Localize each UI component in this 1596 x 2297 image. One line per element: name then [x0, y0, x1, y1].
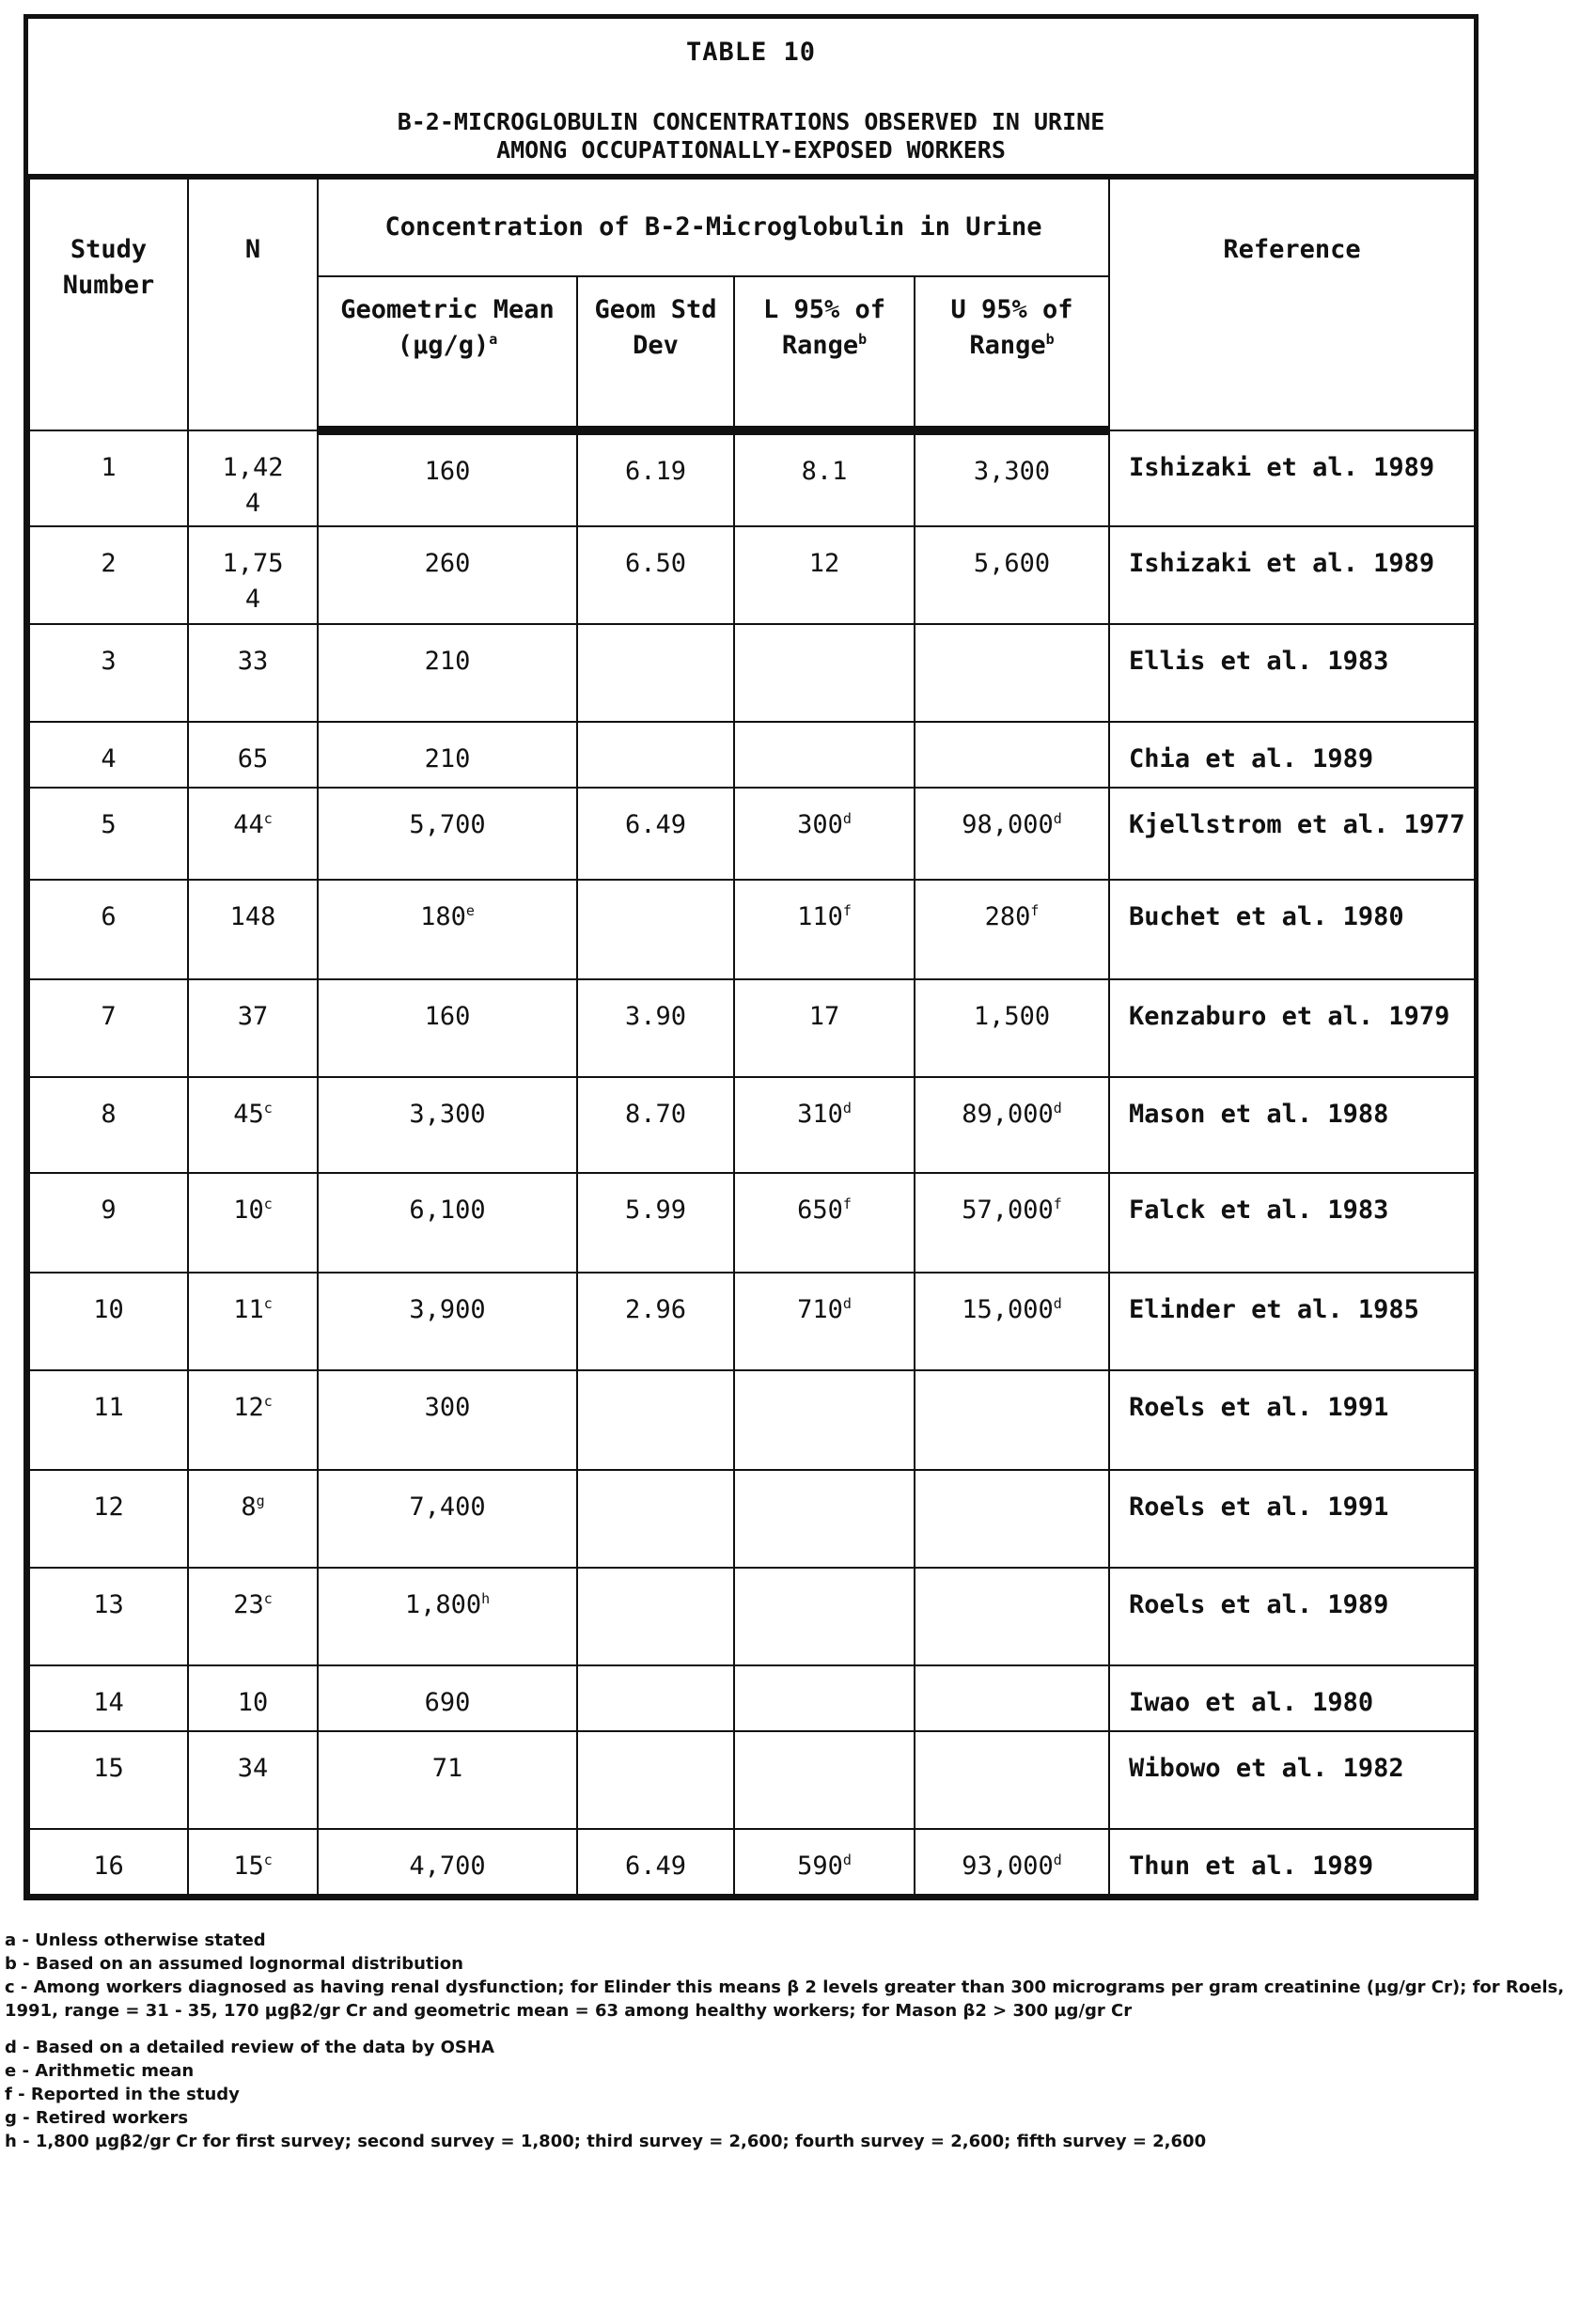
- table-row: [29, 722, 1475, 788]
- cell-l95: [734, 1370, 915, 1470]
- table-row: [29, 1665, 1475, 1731]
- caption-line-2: AMONG OCCUPATIONALLY-EXPOSED WORKERS: [496, 136, 1006, 164]
- cell-study-number: 9: [29, 1173, 188, 1273]
- cell-geom-std-dev: 6.50: [577, 526, 734, 624]
- footnote-b: b - Based on an assumed lognormal distribution: [5, 1954, 463, 1974]
- data-table: [28, 178, 1476, 1896]
- cell-geometric-mean: 210: [318, 722, 577, 788]
- header-study-number: Study Number: [29, 179, 188, 430]
- cell-u95: [915, 722, 1109, 788]
- cell-n: 11$^c$: [188, 1273, 318, 1370]
- cell-study-number: 3: [29, 624, 188, 722]
- cell-reference: Kjellstrom et al. 1977: [1109, 788, 1475, 880]
- cell-n: 8$^g$: [188, 1470, 318, 1568]
- cell-reference: Ellis et al. 1983: [1109, 624, 1475, 722]
- cell-geom-std-dev: [577, 880, 734, 979]
- cell-geometric-mean: 3,900: [318, 1273, 577, 1370]
- cell-geom-std-dev: 6.49: [577, 788, 734, 880]
- cell-u95: [915, 1470, 1109, 1568]
- table-row: [29, 1470, 1475, 1568]
- table-row: [29, 880, 1475, 979]
- cell-geometric-mean: 180e: [318, 880, 577, 979]
- cell-geometric-mean: 160: [318, 979, 577, 1077]
- table-row: [29, 1077, 1475, 1173]
- cell-u95: 15,000$^d$: [915, 1273, 1109, 1370]
- cell-study-number: 2: [29, 526, 188, 624]
- table-title-block: [28, 19, 1474, 178]
- cell-geom-std-dev: [577, 1370, 734, 1470]
- cell-l95: [734, 1731, 915, 1829]
- cell-l95: [734, 722, 915, 788]
- cell-n: 1,42 4: [188, 430, 318, 526]
- cell-study-number: 10: [29, 1273, 188, 1370]
- cell-u95: [915, 1568, 1109, 1665]
- table-row: [29, 1829, 1475, 1895]
- cell-n: 34: [188, 1731, 318, 1829]
- cell-geom-std-dev: [577, 1470, 734, 1568]
- cell-l95: [734, 1470, 915, 1568]
- header-u95: U 95% of Range$^b$: [915, 276, 1109, 430]
- table-caption: [28, 108, 1474, 164]
- cell-reference: Wibowo et al. 1982: [1109, 1731, 1475, 1829]
- cell-geometric-mean: 690: [318, 1665, 577, 1731]
- cell-reference: Ishizaki et al. 1989: [1109, 526, 1475, 624]
- cell-n: 44$^c$: [188, 788, 318, 880]
- cell-u95: 89,000$^d$: [915, 1077, 1109, 1173]
- cell-l95: [734, 1568, 915, 1665]
- cell-u95: 93,000$^d$: [915, 1829, 1109, 1895]
- footnote-a: a - Unless otherwise stated: [5, 1930, 266, 1950]
- cell-geom-std-dev: [577, 1568, 734, 1665]
- header-l95: L 95% of Range$^b$: [734, 276, 915, 430]
- cell-study-number: 1: [29, 430, 188, 526]
- cell-n: 148: [188, 880, 318, 979]
- table-row: [29, 430, 1475, 526]
- cell-l95: 12: [734, 526, 915, 624]
- cell-geometric-mean: 210: [318, 624, 577, 722]
- cell-geom-std-dev: 6.49: [577, 1829, 734, 1895]
- cell-study-number: 7: [29, 979, 188, 1077]
- footnotes: [5, 1929, 1565, 2153]
- cell-study-number: 12: [29, 1470, 188, 1568]
- footnote-e: e - Arithmetic mean: [5, 2061, 195, 2081]
- cell-geometric-mean: 160: [318, 430, 577, 526]
- cell-study-number: 14: [29, 1665, 188, 1731]
- cell-l95: 110$^f$: [734, 880, 915, 979]
- cell-l95: [734, 624, 915, 722]
- cell-geometric-mean: 260: [318, 526, 577, 624]
- cell-geometric-mean: 300: [318, 1370, 577, 1470]
- cell-reference: Chia et al. 1989: [1109, 722, 1475, 788]
- cell-geom-std-dev: [577, 1731, 734, 1829]
- table-row: [29, 788, 1475, 880]
- footnote-h: h - 1,800 µgβ2/gr Cr for first survey; second survey = 1,800; third survey = 2,600; fourth survey = 2,600; fifth survey = 2,600: [5, 2132, 1207, 2151]
- cell-n: 65: [188, 722, 318, 788]
- cell-geom-std-dev: [577, 1665, 734, 1731]
- cell-geom-std-dev: [577, 624, 734, 722]
- cell-l95: 590$^d$: [734, 1829, 915, 1895]
- cell-reference: Roels et al. 1991: [1109, 1470, 1475, 1568]
- table-row: [29, 526, 1475, 624]
- cell-study-number: 8: [29, 1077, 188, 1173]
- cell-n: 10$^c$: [188, 1173, 318, 1273]
- cell-l95: 17: [734, 979, 915, 1077]
- table-row: [29, 1273, 1475, 1370]
- cell-u95: [915, 624, 1109, 722]
- cell-reference: Kenzaburo et al. 1979: [1109, 979, 1475, 1077]
- cell-reference: Iwao et al. 1980: [1109, 1665, 1475, 1731]
- cell-u95: 98,000$^d$: [915, 788, 1109, 880]
- cell-study-number: 16: [29, 1829, 188, 1895]
- table-row: [29, 624, 1475, 722]
- cell-n: 33: [188, 624, 318, 722]
- cell-geometric-mean: 6,100: [318, 1173, 577, 1273]
- cell-reference: Falck et al. 1983: [1109, 1173, 1475, 1273]
- cell-geometric-mean: 4,700: [318, 1829, 577, 1895]
- cell-reference: Roels et al. 1991: [1109, 1370, 1475, 1470]
- cell-l95: 710$^d$: [734, 1273, 915, 1370]
- cell-study-number: 5: [29, 788, 188, 880]
- cell-u95: 5,600: [915, 526, 1109, 624]
- header-reference: Reference: [1109, 179, 1475, 430]
- header-geometric-mean: Geometric Mean $(\mu g/g)^a$: [318, 276, 577, 430]
- cell-n: 37: [188, 979, 318, 1077]
- cell-geom-std-dev: 5.99: [577, 1173, 734, 1273]
- cell-geometric-mean: 3,300: [318, 1077, 577, 1173]
- cell-u95: 57,000$^f$: [915, 1173, 1109, 1273]
- footnote-f: f - Reported in the study: [5, 2085, 240, 2104]
- header-n: N: [188, 179, 318, 430]
- cell-geom-std-dev: 8.70: [577, 1077, 734, 1173]
- table-body: [29, 430, 1475, 1895]
- table-row: [29, 1370, 1475, 1470]
- cell-l95: 650$^f$: [734, 1173, 915, 1273]
- cell-n: 10: [188, 1665, 318, 1731]
- header-concentration-group: Concentration of B-2-Microglobulin in Urine: [318, 179, 1109, 276]
- cell-geometric-mean: 1,800$^h$: [318, 1568, 577, 1665]
- header-geom-std-dev: Geom Std Dev: [577, 276, 734, 430]
- table-row: [29, 1568, 1475, 1665]
- cell-reference: Roels et al. 1989: [1109, 1568, 1475, 1665]
- cell-reference: Thun et al. 1989: [1109, 1829, 1475, 1895]
- table-frame: [23, 14, 1479, 1900]
- cell-l95: 310$^d$: [734, 1077, 915, 1173]
- cell-reference: Elinder et al. 1985: [1109, 1273, 1475, 1370]
- footnote-g: g - Retired workers: [5, 2108, 189, 2128]
- cell-geometric-mean: 5,700: [318, 788, 577, 880]
- cell-study-number: 13: [29, 1568, 188, 1665]
- footnote-d: d - Based on a detailed review of the data by OSHA: [5, 2038, 494, 2057]
- cell-study-number: 11: [29, 1370, 188, 1470]
- cell-geometric-mean: 71: [318, 1731, 577, 1829]
- cell-n: 23$^c$: [188, 1568, 318, 1665]
- cell-reference: Buchet et al. 1980: [1109, 880, 1475, 979]
- cell-geometric-mean: 7,400: [318, 1470, 577, 1568]
- cell-geom-std-dev: 3.90: [577, 979, 734, 1077]
- document-page: [5, 14, 1565, 2153]
- cell-geom-std-dev: 2.96: [577, 1273, 734, 1370]
- cell-reference: Ishizaki et al. 1989: [1109, 430, 1475, 526]
- cell-u95: 280$^f$: [915, 880, 1109, 979]
- cell-l95: 300$^d$: [734, 788, 915, 880]
- cell-u95: [915, 1731, 1109, 1829]
- footnote-c: c - Among workers diagnosed as having renal dysfunction; for Elinder this means β 2 levels greater than 300 micrograms per gram creatinine (µg/gr Cr); for Roels, 1991, range = 31 - 35, 170 µgβ2/gr Cr and geometric mean = 63 among healthy workers; for Mason β2 > 300 µg/gr Cr: [5, 1977, 1565, 2021]
- table-row: [29, 979, 1475, 1077]
- cell-u95: 1,500: [915, 979, 1109, 1077]
- cell-n: 15$^c$: [188, 1829, 318, 1895]
- caption-line-1: B-2-MICROGLOBULIN CONCENTRATIONS OBSERVED IN URINE: [397, 108, 1105, 135]
- cell-u95: [915, 1370, 1109, 1470]
- cell-geom-std-dev: 6.19: [577, 430, 734, 526]
- cell-l95: [734, 1665, 915, 1731]
- cell-reference: Mason et al. 1988: [1109, 1077, 1475, 1173]
- cell-study-number: 15: [29, 1731, 188, 1829]
- cell-study-number: 6: [29, 880, 188, 979]
- table-title: TABLE 10: [685, 38, 817, 67]
- table-row: [29, 1173, 1475, 1273]
- cell-l95: 8.1: [734, 430, 915, 526]
- cell-u95: 3,300: [915, 430, 1109, 526]
- table-row: [29, 1731, 1475, 1829]
- cell-n: 45$^c$: [188, 1077, 318, 1173]
- cell-n: 1,75 4: [188, 526, 318, 624]
- cell-u95: [915, 1665, 1109, 1731]
- cell-geom-std-dev: [577, 722, 734, 788]
- cell-study-number: 4: [29, 722, 188, 788]
- cell-n: 12$^c$: [188, 1370, 318, 1470]
